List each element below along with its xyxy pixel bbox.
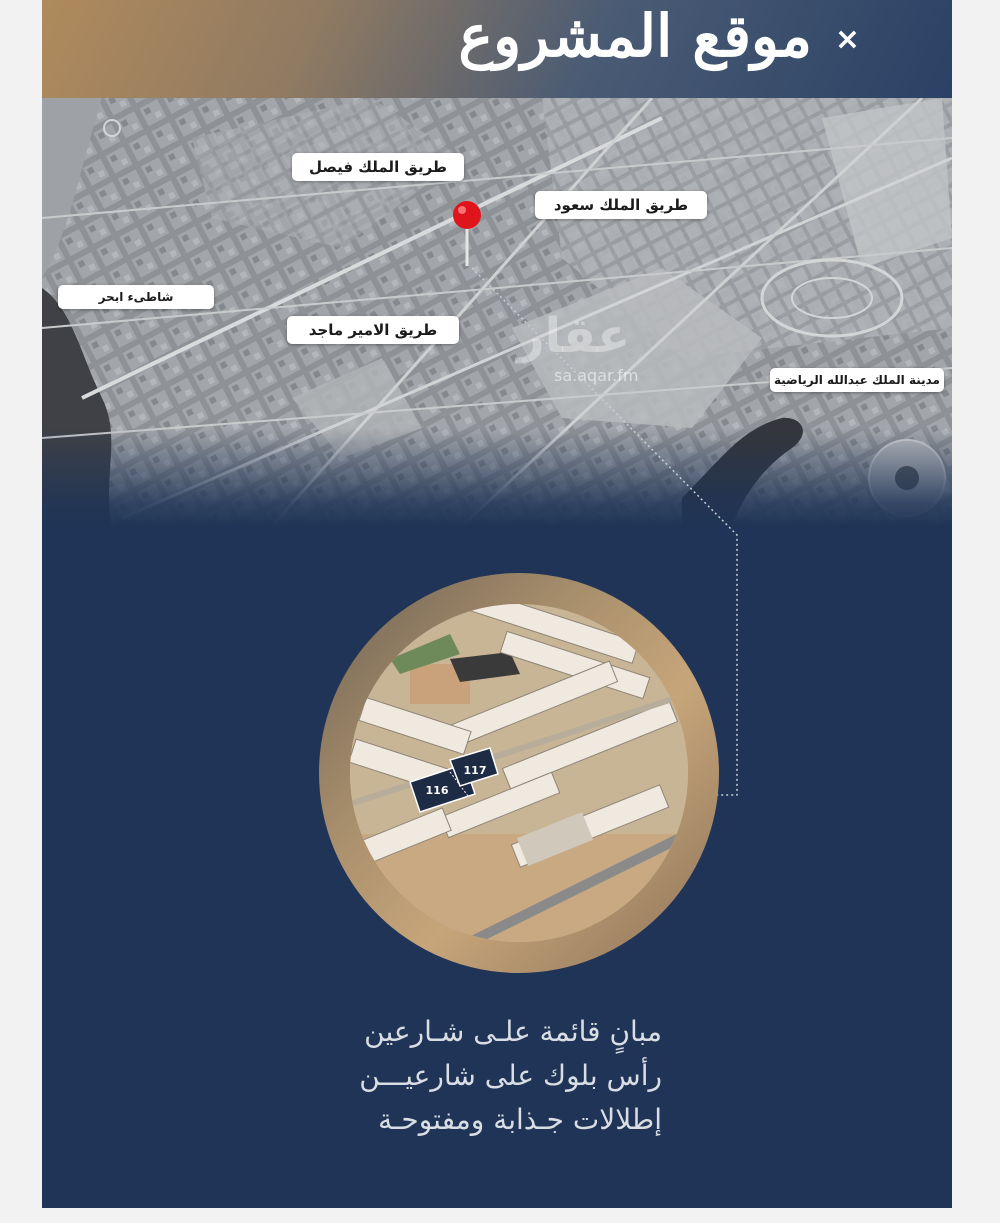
- plot-117-label: 117: [463, 764, 487, 777]
- close-icon[interactable]: ×: [834, 22, 860, 57]
- description-line-3: إطلالات جـذابة ومفتوحـة: [378, 1103, 662, 1136]
- plot-116-label: 116: [425, 784, 449, 797]
- label-prince-majed-road: طريق الامير ماجد: [287, 316, 459, 344]
- label-king-saud-road: طريق الملك سعود: [535, 191, 707, 219]
- project-description: [242, 1010, 662, 1142]
- aerial-photo-imagery: [350, 604, 688, 942]
- label-king-abdullah-sports-city: مدينة الملك عبدالله الرياضية: [770, 368, 944, 392]
- watermark-logo: عقار: [517, 308, 630, 364]
- project-location-poster: [42, 0, 952, 1208]
- map-fade-overlay: [42, 428, 952, 526]
- watermark-url: sa.aqar.fm: [554, 366, 639, 385]
- label-king-faisal-road: طريق الملك فيصل: [292, 153, 464, 181]
- label-abhur-beach: شاطىء ابحر: [58, 285, 214, 309]
- aerial-photo: [350, 604, 688, 942]
- page-title: موقع المشروع: [458, 2, 812, 70]
- location-map: [42, 98, 952, 526]
- description-line-2: رأس بلوك على شارعيـــن: [359, 1059, 662, 1092]
- description-line-1: مبانٍ قائمة علـى شـارعين: [364, 1015, 662, 1048]
- location-pin-icon: [452, 200, 482, 270]
